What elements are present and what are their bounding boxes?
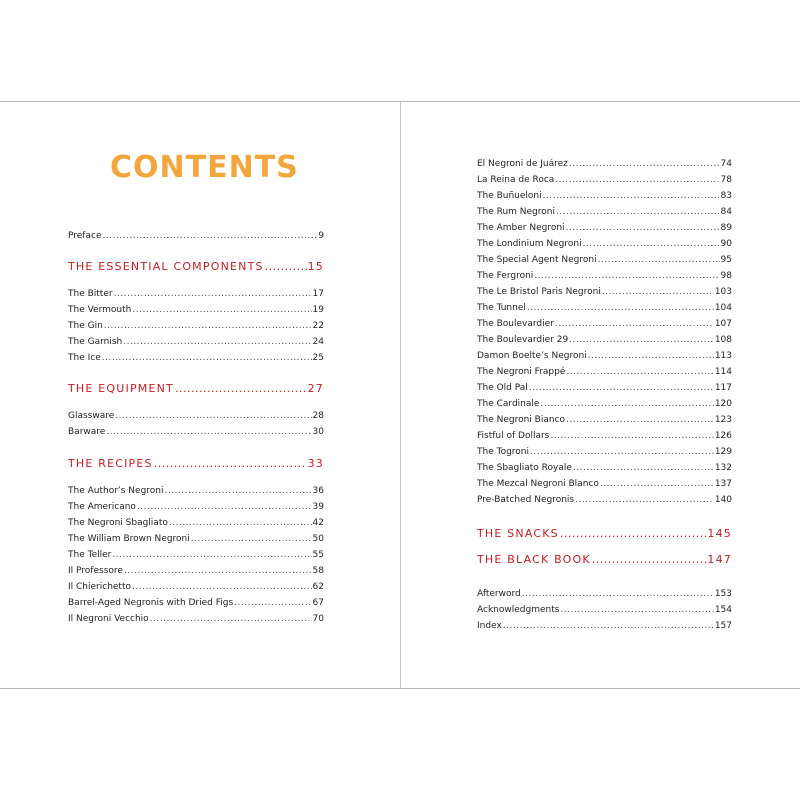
toc-entry[interactable] [477,204,732,220]
toc-entry[interactable] [68,350,324,366]
toc-entry-page: 83 [720,191,732,201]
toc-entry[interactable] [477,284,732,300]
toc-entry-label: The Londinium Negroni [477,239,582,249]
toc-entry-label: Barrel-Aged Negronis with Dried Figs [68,598,234,608]
leader-dots [112,547,311,563]
toc-entry-label: The Buñueloni [477,191,542,201]
leader-dots [583,236,720,252]
toc-entry-label: The Boulevardier 29 [477,335,569,345]
leader-dots [550,428,713,444]
leader-dots [530,444,714,460]
toc-entry-page: 95 [720,255,732,265]
toc-entry-page: 137 [714,479,732,489]
toc-entry-page: 107 [714,319,732,329]
section-essential-components [68,260,324,273]
toc-entry[interactable] [477,380,732,396]
toc-entry-label: The Fergroni [477,271,534,281]
recipes-continued-entries [477,156,732,508]
leader-dots [165,483,312,499]
section-essential-components-entries [68,286,324,366]
preface-block [68,228,324,244]
toc-entry-label: The Tunnel [477,303,526,313]
toc-entry-page: 24 [312,337,324,347]
toc-entry-page: 28 [312,411,324,421]
toc-entry-label: The Ice [68,353,101,363]
section-heading[interactable] [477,527,732,540]
section-black-book [477,553,732,566]
toc-entry-label: Glassware [68,411,115,421]
toc-entry-page: 58 [312,566,324,576]
toc-entry-label: The Special Agent Negroni [477,255,597,265]
leader-dots [592,553,707,566]
section-heading-label: THE SNACKS [477,527,559,540]
leader-dots [543,188,720,204]
toc-entry[interactable] [477,618,732,634]
toc-entry-label: The Negroni Bianco [477,415,566,425]
section-heading[interactable] [68,382,324,395]
toc-entry[interactable] [68,334,324,350]
toc-entry-page: 126 [714,431,732,441]
toc-entry[interactable] [68,547,324,563]
leader-dots [124,563,312,579]
leader-dots [602,284,714,300]
leader-dots [588,348,714,364]
section-heading-label: THE BLACK BOOK [477,553,591,566]
toc-entry-page: 129 [714,447,732,457]
leader-dots [555,172,719,188]
toc-entry[interactable] [477,316,732,332]
toc-entry-label: The Americano [68,502,136,512]
toc-entry[interactable] [68,408,324,424]
section-snacks [477,527,732,540]
leader-dots [104,318,312,334]
section-heading-label: THE EQUIPMENT [68,382,174,395]
toc-entry-page: 74 [720,159,732,169]
toc-entry[interactable] [68,611,324,627]
leader-dots [540,396,713,412]
toc-entry-label: The Mezcal Negroni Blanco [477,479,599,489]
toc-entry[interactable] [477,444,732,460]
toc-entry-page: 78 [720,175,732,185]
toc-entry-page: 67 [312,598,324,608]
toc-entry-label: Barware [68,427,106,437]
section-equipment [68,382,324,395]
toc-entry-page: 42 [312,518,324,528]
toc-entry-label: The Negroni Sbagliato [68,518,168,528]
section-heading[interactable] [477,553,732,566]
toc-entry-page: 103 [714,287,732,297]
toc-entry[interactable] [477,602,732,618]
toc-entry-page: 98 [720,271,732,281]
toc-entry[interactable] [477,156,732,172]
toc-entry[interactable] [68,563,324,579]
back-matter-entries [477,586,732,634]
leader-dots [527,300,714,316]
toc-entry[interactable] [477,252,732,268]
toc-entry-page: 70 [312,614,324,624]
toc-entry[interactable] [68,531,324,547]
section-heading-label: THE ESSENTIAL COMPONENTS [68,260,264,273]
leader-dots [132,302,311,318]
section-heading[interactable] [68,457,324,470]
leader-dots [265,260,307,273]
page-gutter [400,102,401,688]
leader-dots [123,334,311,350]
book-spread [0,101,800,689]
toc-entry[interactable] [477,300,732,316]
toc-entry-page: 132 [714,463,732,473]
leader-dots [566,412,714,428]
toc-entry-label: Il Professore [68,566,123,576]
toc-entry[interactable] [477,236,732,252]
toc-entry[interactable] [68,579,324,595]
leader-dots [598,252,720,268]
toc-entry-label: The Cardinale [477,399,540,409]
toc-entry-page: 90 [720,239,732,249]
leader-dots [573,460,714,476]
leader-dots [191,531,312,547]
toc-entry-page: 22 [312,321,324,331]
toc-entry-page: 104 [714,303,732,313]
leader-dots [560,602,713,618]
section-heading-page: 145 [707,527,732,540]
leader-dots [575,492,714,508]
section-recipes-entries [68,483,324,627]
leader-dots [102,228,317,244]
toc-entry-label: Pre-Batched Negronis [477,495,575,505]
section-heading[interactable] [68,260,324,273]
leader-dots [137,499,312,515]
leader-dots [154,457,307,470]
toc-entry-page: 84 [720,207,732,217]
toc-entry-label: Index [477,621,502,631]
section-heading-label: THE RECIPES [68,457,153,470]
toc-entry-label: The Vermouth [68,305,132,315]
toc-entry[interactable] [477,460,732,476]
leader-dots [150,611,312,627]
toc-entry-label: Acknowledgments [477,605,560,615]
leader-dots [234,595,311,611]
toc-entry-label: The Boulevardier [477,319,554,329]
toc-entry-label: The Amber Negroni [477,223,565,233]
section-recipes [68,457,324,470]
contents-title: CONTENTS [110,150,299,185]
toc-entry[interactable] [477,268,732,284]
toc-entry-label: The Sbagliato Royale [477,463,572,473]
toc-entry-page: 25 [312,353,324,363]
toc-entry[interactable] [477,492,732,508]
toc-entry-label: Il Chierichetto [68,582,131,592]
toc-entry[interactable] [477,428,732,444]
toc-entry-label: The Garnish [68,337,123,347]
leader-dots [522,586,714,602]
leader-dots [132,579,312,595]
toc-entry-label: The Rum Negroni [477,207,555,217]
toc-entry-preface[interactable] [68,228,324,244]
leader-dots [560,527,707,540]
toc-entry-page: 108 [714,335,732,345]
toc-entry-page: 154 [714,605,732,615]
toc-entry-label: The Togroni [477,447,530,457]
leader-dots [600,476,714,492]
toc-entry-page: 62 [312,582,324,592]
toc-entry[interactable] [477,364,732,380]
section-heading-page: 33 [307,457,324,470]
section-heading-page: 15 [307,260,324,273]
toc-entry-page: 9 [318,231,324,241]
toc-entry-label: Damon Boelte’s Negroni [477,351,587,361]
toc-entry[interactable] [68,424,324,440]
toc-entry-page: 113 [714,351,732,361]
leader-dots [566,364,713,380]
section-heading-page: 27 [307,382,324,395]
toc-entry[interactable] [477,586,732,602]
toc-entry-label: Fistful of Dollars [477,431,550,441]
toc-entry-label: The Teller [68,550,112,560]
leader-dots [115,408,311,424]
leader-dots [555,316,714,332]
leader-dots [175,382,307,395]
toc-entry-label: The Old Pal [477,383,528,393]
toc-entry[interactable] [68,483,324,499]
toc-entry-page: 19 [312,305,324,315]
leader-dots [169,515,312,531]
toc-entry-page: 140 [714,495,732,505]
toc-entry[interactable] [477,348,732,364]
toc-entry-label: The Author’s Negroni [68,486,164,496]
toc-entry-label: The Gin [68,321,103,331]
leader-dots [534,268,719,284]
toc-entry-page: 117 [714,383,732,393]
toc-entry[interactable] [477,396,732,412]
leader-dots [102,350,312,366]
toc-entry-page: 114 [714,367,732,377]
toc-entry[interactable] [477,172,732,188]
toc-entry-label: The Bitter [68,289,113,299]
toc-entry-label: The Negroni Frappé [477,367,566,377]
leader-dots [566,220,720,236]
section-equipment-entries [68,408,324,440]
toc-entry-page: 50 [312,534,324,544]
toc-entry[interactable] [477,220,732,236]
section-heading-page: 147 [707,553,732,566]
toc-entry-page: 39 [312,502,324,512]
toc-entry[interactable] [477,476,732,492]
toc-entry-label: El Negroni de Juárez [477,159,568,169]
toc-entry-label: The William Brown Negroni [68,534,190,544]
toc-entry[interactable] [68,286,324,302]
toc-entry[interactable] [68,515,324,531]
toc-entry-page: 157 [714,621,732,631]
toc-entry[interactable] [68,499,324,515]
leader-dots [569,332,714,348]
toc-entry-page: 153 [714,589,732,599]
toc-entry-label: Preface [68,231,102,241]
toc-entry[interactable] [477,332,732,348]
leader-dots [529,380,714,396]
leader-dots [569,156,720,172]
toc-entry[interactable] [477,188,732,204]
toc-entry-label: La Reina de Roca [477,175,555,185]
toc-entry-label: Afterword [477,589,521,599]
toc-entry-label: Il Negroni Vecchio [68,614,149,624]
leader-dots [114,286,312,302]
toc-entry[interactable] [68,318,324,334]
toc-entry[interactable] [68,595,324,611]
toc-entry-page: 89 [720,223,732,233]
toc-entry-page: 123 [714,415,732,425]
toc-entry-page: 36 [312,486,324,496]
toc-entry-label: The Le Bristol Paris Negroni [477,287,601,297]
leader-dots [503,618,714,634]
toc-entry[interactable] [68,302,324,318]
toc-entry[interactable] [477,412,732,428]
leader-dots [106,424,311,440]
toc-entry-page: 30 [312,427,324,437]
toc-entry-page: 55 [312,550,324,560]
toc-entry-page: 120 [714,399,732,409]
toc-entry-page: 17 [312,289,324,299]
leader-dots [556,204,720,220]
